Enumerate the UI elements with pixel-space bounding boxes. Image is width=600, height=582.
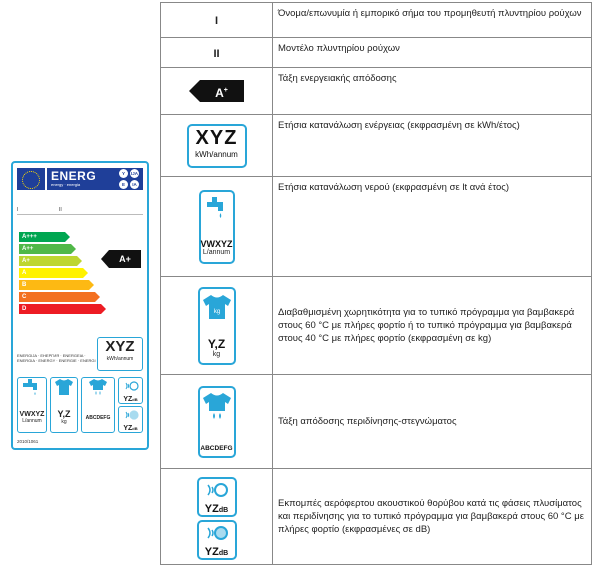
tap-icon: [204, 196, 230, 220]
label-kwh-box: XYZ kWh/annum: [97, 337, 143, 371]
table-row: [161, 115, 592, 177]
label-noise-wash-box: YZdB: [118, 377, 143, 404]
table-row: [161, 469, 592, 565]
label-capacity-box: Y,Z kg: [50, 377, 78, 433]
label-noise-spin-box: YZdB: [118, 406, 143, 433]
table-row: [161, 277, 592, 375]
energy-scale: [19, 232, 101, 316]
table-row: [161, 3, 592, 38]
spin-dry-icon: [87, 378, 109, 396]
eu-flag-icon: [17, 168, 45, 190]
svg-text:kg: kg: [213, 308, 220, 315]
row-description: Όνομα/επωνυμία ή εμπορικό σήμα του προμηθευτή πλυντηρίου ρούχων: [273, 3, 592, 38]
scale-bar: C: [19, 292, 95, 302]
label-language-text: ENERGIJA · ЕНЕРГИЯ · ENERGEIA · ENERGIA · ENERGY · ENERGIE · ENERGI: [17, 353, 96, 363]
noise-wash-icon: [123, 381, 139, 391]
label-legend-table: [160, 2, 592, 565]
divider: [17, 214, 143, 215]
label-row-marks: I II: [17, 207, 62, 213]
row-description: Ετήσια κατανάλωση ενέργειας (εκφρασμένη σε kWh/έτος): [273, 115, 592, 177]
table-row: [161, 177, 592, 277]
row-description: Μοντέλο πλυντηρίου ρούχων: [273, 38, 592, 68]
row-mark: I: [214, 15, 219, 27]
energy-label: [11, 161, 149, 450]
lang-mark: IJA: [130, 171, 138, 176]
row-description: Τάξη απόδοσης περιδίνησης-στεγνώματος: [273, 375, 592, 469]
tshirt-icon: [54, 378, 74, 396]
table-row: [161, 68, 592, 115]
energy-class-pointer: A+: [109, 250, 141, 268]
row-description: Τάξη ενεργειακής απόδοσης: [273, 68, 592, 115]
scale-bar: A++: [19, 244, 71, 254]
energ-logo: ENERG energy · energia Y IJA E IA: [47, 168, 143, 190]
scale-bar: A+++: [19, 232, 65, 242]
table-row: [161, 375, 592, 469]
row-mark: II: [213, 47, 220, 60]
table-row: [161, 38, 592, 68]
noise-spin-icon: [204, 525, 230, 541]
row-description: Διαβαθμισμένη χωρητικότητα για το τυπικό πρόγραμμα για βαμβακερά στους 60 °C με πλήρες φορτίο ή το τυπικό πρόγραμμα για βαμβακερά στους 40 °C με πλήρες φορτίο (εκφρασμένη σε kg): [273, 277, 592, 375]
kwh-card: XYZ kWh/annum: [187, 124, 247, 168]
row-description: Εκπομπές αερόφερτου ακουστικού θορύβου κατά τις φάσεις πλυσίματος και περιδίνησης για το τυπικό πρόγραμμα για βαμβακερά στους 60 °C με πλήρες φορτίο (εκφρασμένες σε dB): [273, 469, 592, 565]
label-spin-box: ABCDEFG: [81, 377, 115, 433]
regulation-number: 2010/1061: [17, 439, 39, 444]
noise-spin-card: YZdB: [197, 520, 237, 560]
scale-bar: D: [19, 304, 101, 314]
spin-dry-card: ABCDEFG: [198, 386, 236, 458]
label-header: [17, 167, 143, 191]
tap-icon: [21, 378, 43, 396]
label-water-box: VWXYZ L/annum: [17, 377, 47, 433]
energy-class-badge: A+: [200, 80, 244, 102]
lang-mark: IA: [130, 180, 139, 189]
tshirt-icon: [202, 294, 232, 320]
scale-bar: A+: [19, 256, 77, 266]
noise-wash-card: YZdB: [197, 477, 237, 517]
scale-bar: A: [19, 268, 83, 278]
row-description: Ετήσια κατανάλωση νερού (εκφρασμένη σε lt ανά έτος): [273, 177, 592, 277]
lang-mark: Y: [119, 169, 128, 178]
noise-wash-icon: [204, 482, 230, 498]
scale-bar: B: [19, 280, 89, 290]
capacity-card: kg Y,Z kg: [198, 287, 236, 365]
spin-dry-icon: [202, 392, 232, 422]
water-card: VWXYZ L/annum: [199, 190, 235, 264]
lang-mark: E: [119, 180, 128, 189]
noise-spin-icon: [123, 410, 139, 420]
